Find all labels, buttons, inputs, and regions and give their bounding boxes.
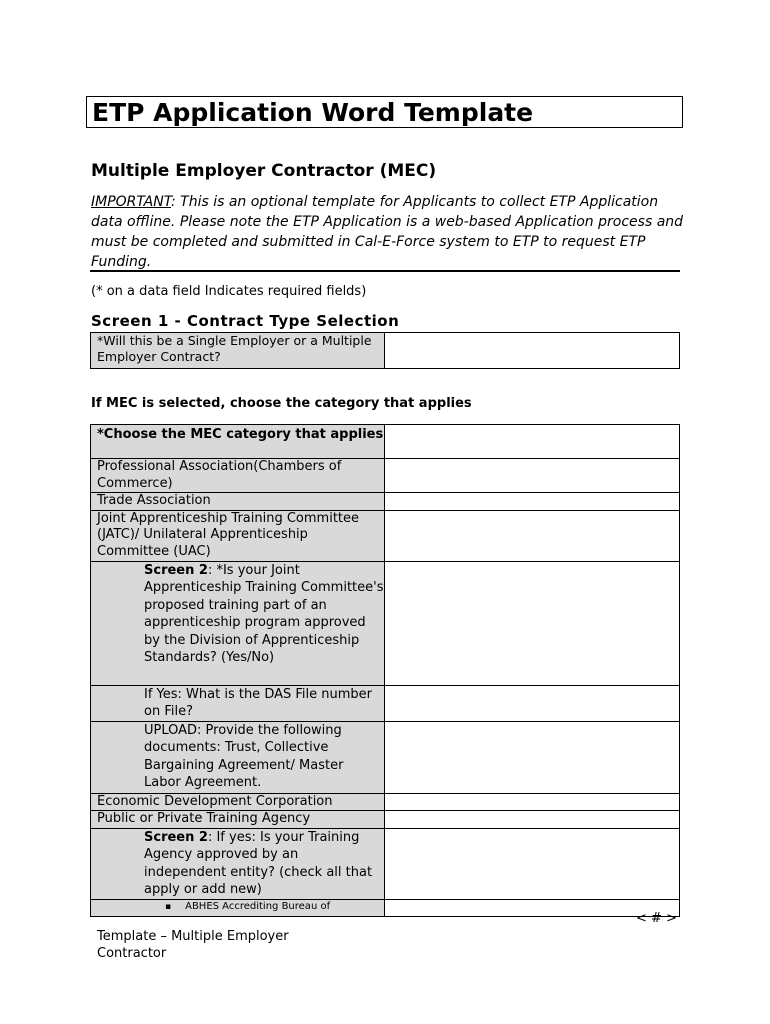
jatc-screen2-text: : *Is your Joint Apprenticeship Training Committee's proposed training part of an apprenticeship program approved by the Division of Apprenticeship Standards? (Yes/No): [144, 562, 384, 666]
table-row: [91, 721, 680, 793]
screen1-heading: Screen 1 - Contract Type Selection: [91, 312, 400, 330]
trade-association-option[interactable]: Trade Association: [91, 493, 385, 511]
important-text: : This is an optional template for Applicants to collect ETP Application data offline. Please note the ETP Application is a web-based Application process and must be completed and submitted in Cal-E-Force system to ETP to request ETP Funding.: [91, 194, 684, 270]
mec-category-table: [90, 424, 680, 917]
bullet-icon: ▪: [165, 902, 172, 913]
table-row: [91, 459, 680, 493]
agency-screen2-text: : If yes: Is your Training Agency approved by an independent entity? (check all that apply or add new): [144, 829, 373, 898]
table-row: [91, 685, 680, 721]
table-row: [91, 333, 680, 369]
table-row: [91, 510, 680, 561]
mec-category-header: *Choose the MEC category that applies: [91, 425, 385, 459]
important-label: IMPORTANT: [91, 194, 171, 210]
mec-category-heading: If MEC is selected, choose the category that applies: [91, 396, 472, 411]
table-row: [91, 493, 680, 511]
table-row: [91, 900, 680, 917]
contract-type-question: *Will this be a Single Employer or a Multiple Employer Contract?: [91, 333, 385, 369]
document-title: ETP Application Word Template: [92, 98, 534, 127]
edc-answer[interactable]: [385, 793, 680, 811]
table-row: [91, 828, 680, 899]
jatc-screen2-question: [91, 561, 385, 685]
jatc-screen2-label: Screen 2: [144, 562, 208, 578]
horizontal-rule: [90, 270, 680, 272]
contract-type-answer-field[interactable]: [385, 333, 680, 369]
upload-answer[interactable]: [385, 721, 680, 793]
jatc-option[interactable]: Joint Apprenticeship Training Committee (JATC)/ Unilateral Apprenticeship Committee (UAC): [91, 510, 385, 561]
training-agency-option[interactable]: Public or Private Training Agency: [91, 811, 385, 829]
agency-screen2-question: [91, 828, 385, 899]
table-row: [91, 811, 680, 829]
jatc-screen2-answer[interactable]: [385, 561, 680, 685]
edc-option[interactable]: Economic Development Corporation: [91, 793, 385, 811]
agency-screen2-label: Screen 2: [144, 829, 208, 845]
table-row: [91, 561, 680, 685]
page-subtitle: Multiple Employer Contractor (MEC): [91, 161, 437, 181]
accreditation-label: ABHES Accrediting Bureau of: [185, 901, 331, 913]
accreditation-list-item[interactable]: [91, 900, 385, 917]
trade-association-answer[interactable]: [385, 493, 680, 511]
professional-association-option[interactable]: Professional Association(Chambers of Commerce): [91, 459, 385, 493]
contract-type-table: [90, 332, 680, 369]
agency-screen2-answer[interactable]: [385, 828, 680, 899]
mec-category-answer-field[interactable]: [385, 425, 680, 459]
professional-association-answer[interactable]: [385, 459, 680, 493]
das-file-answer[interactable]: [385, 685, 680, 721]
table-row: [91, 425, 680, 459]
jatc-answer[interactable]: [385, 510, 680, 561]
upload-instructions: UPLOAD: Provide the following documents: Trust, Collective Bargaining Agreement/ Master Labor Agreement.: [91, 721, 385, 793]
document-title-box: [86, 96, 683, 128]
important-notice: [91, 192, 691, 272]
page-number: < # >: [636, 911, 677, 926]
table-row: [91, 793, 680, 811]
training-agency-answer[interactable]: [385, 811, 680, 829]
required-fields-note: (* on a data field Indicates required fields): [91, 284, 367, 299]
page-footer: Template – Multiple Employer Contractor: [97, 929, 289, 961]
das-file-question: If Yes: What is the DAS File number on File?: [91, 685, 385, 721]
